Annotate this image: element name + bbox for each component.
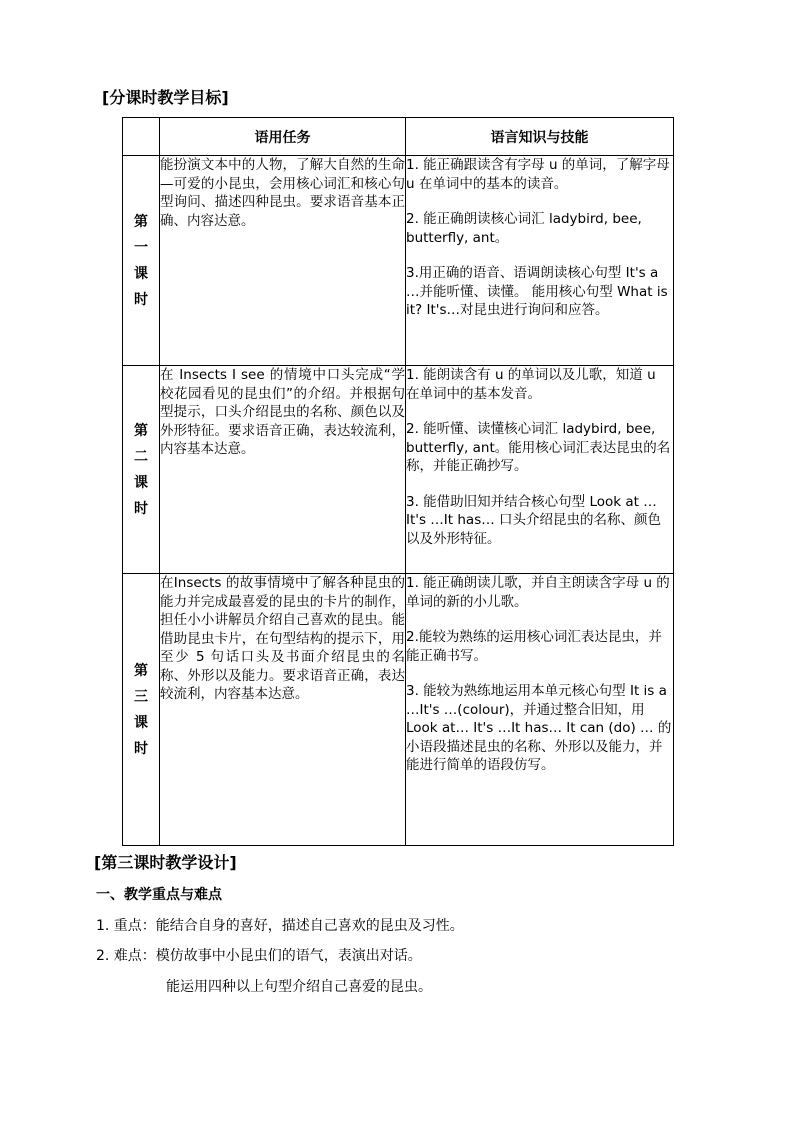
lesson-3-skill-3: 3. 能较为熟练地运用本单元核心句型 It is a …It's …(colour)，并通过整合旧知，用 Look at… It's …It has… It can (do) … 的小语段描述昆虫的名称、外形以及能力，并能进行简单的语段仿写。 xyxy=(406,683,672,773)
key-point: 1. 重点：能结合自身的喜好，描述自己喜欢的昆虫及习性。 xyxy=(96,918,464,934)
lesson-2-task: 在 Insects I see 的情境中口头完成“学校花园看见的昆虫们”的介绍。并根据句型提示，口头介绍昆虫的名称、颜色以及外形特征。要求语音正确，表达较流利，内容基本达意。 xyxy=(160,366,406,574)
lesson-1-char-1: 第 xyxy=(134,213,148,230)
lesson-2-skill-2: 2. 能听懂、读懂核心词汇 ladybird, bee, butterfly, ant。能用核心词汇表达昆虫的名称，并能正确抄写。 xyxy=(406,421,671,474)
lesson-1-skills xyxy=(406,156,674,366)
section-1-title: 一、教学重点与难点 xyxy=(96,887,222,903)
lesson-2-char-4: 时 xyxy=(134,500,148,517)
lesson-3-char-2: 三 xyxy=(134,688,148,705)
objectives-table xyxy=(122,117,674,846)
lesson-3-label xyxy=(123,574,160,846)
lesson-3-char-3: 课 xyxy=(134,714,148,731)
difficulty-2: 能运用四种以上句型介绍自己喜爱的昆虫。 xyxy=(166,979,432,995)
lesson-3-skills xyxy=(406,574,674,846)
lesson-2-char-3: 课 xyxy=(134,474,148,491)
lesson-3-task: 在Insects 的故事情境中了解各种昆虫的能力并完成最喜爱的昆虫的卡片的制作，担任小小讲解员介绍自己喜欢的昆虫。能借助昆虫卡片，在句型结构的提示下，用至少 5 句话口头及书面介绍昆虫的名称、外形以及能力。要求语音正确，表达较流利，内容基本达意。 xyxy=(160,574,406,846)
lesson-1-task: 能扮演文本中的人物，了解大自然的生命—可爱的小昆虫，会用核心词汇和核心句型询问、描述四种昆虫。要求语音基本正确、内容达意。 xyxy=(160,156,406,366)
header-task: 语用任务 xyxy=(160,118,406,156)
header-blank xyxy=(123,118,160,156)
table-row-lesson-3 xyxy=(123,574,674,846)
lesson-2-label xyxy=(123,366,160,574)
lesson-1-skill-1: 1. 能正确跟读含有字母 u 的单词，了解字母 u 在单词中的基本的读音。 xyxy=(406,157,670,192)
lesson-3-skill-1: 1. 能正确朗读儿歌，并自主朗读含字母 u 的单词的新的小儿歌。 xyxy=(406,575,670,610)
header-skills: 语言知识与技能 xyxy=(406,118,674,156)
table-row-lesson-1 xyxy=(123,156,674,366)
lesson-2-skill-3: 3. 能借助旧知并结合核心句型 Look at …It's …It has… 口头介绍昆虫的名称、颜色以及外形特征。 xyxy=(406,493,662,547)
design-heading: [第三课时教学设计] xyxy=(94,853,237,872)
lesson-1-char-2: 一 xyxy=(134,239,148,256)
lesson-3-char-1: 第 xyxy=(134,662,148,679)
lesson-2-char-2: 二 xyxy=(134,448,148,465)
lesson-1-label xyxy=(123,156,160,366)
table-row-lesson-2 xyxy=(123,366,674,574)
lesson-2-char-1: 第 xyxy=(134,422,148,439)
lesson-1-skill-2: 2. 能正确朗读核心词汇 ladybird, bee, butterfly, ant。 xyxy=(406,211,642,246)
lesson-1-char-3: 课 xyxy=(134,265,148,282)
table-header-row xyxy=(123,118,674,156)
difficulty-1: 2. 难点：模仿故事中小昆虫们的语气，表演出对话。 xyxy=(96,948,422,964)
lesson-2-skills xyxy=(406,366,674,574)
lesson-2-skill-1: 1. 能朗读含有 u 的单词以及儿歌，知道 u 在单词中的基本发音。 xyxy=(406,367,656,402)
lesson-3-char-4: 时 xyxy=(134,740,148,757)
objectives-heading: [分课时教学目标] xyxy=(102,88,229,107)
lesson-3-skill-2: 2.能较为熟练的运用核心词汇表达昆虫，并能正确书写。 xyxy=(406,629,662,664)
lesson-1-char-4: 时 xyxy=(134,291,148,308)
lesson-1-skill-3: 3.用正确的语音、语调朗读核心句型 It's a …并能听懂、读懂。 能用核心句型 What is it? It's…对昆虫进行询问和应答。 xyxy=(406,265,668,318)
